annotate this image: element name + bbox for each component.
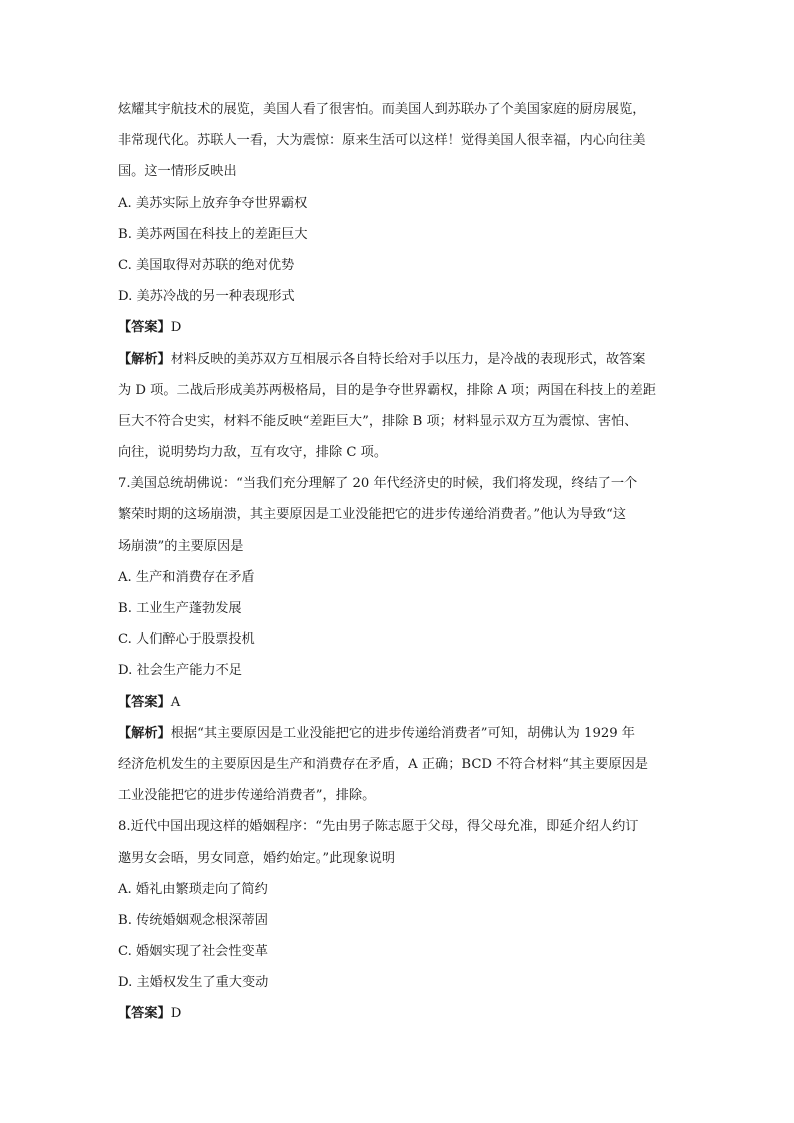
question-stem-line: 炫耀其宇航技术的展览，美国人看了很害怕。而美国人到苏联办了个美国家庭的厨房展览， <box>118 102 646 117</box>
question-stem-line: 7.美国总统胡佛说：“当我们充分理解了 20 年代经济史的时候，我们将发现，终结了一个 <box>118 476 638 492</box>
document-content <box>118 94 680 1030</box>
analysis-line: 经济危机发生的主要原因是生产和消费存在矛盾，A 正确；BCD 不符合材料“其主要原因是 <box>118 756 648 772</box>
analysis-line: 工业没能把它的进步传递给消费者”，排除。 <box>118 788 376 804</box>
question-8 <box>118 811 680 1029</box>
analysis-line: 向往，说明势均力敌，互有攻守，排除 C 项。 <box>118 445 388 461</box>
analysis-line <box>118 718 680 749</box>
option-a: A. 美苏实际上放弃争夺世界霸权 <box>118 195 308 211</box>
analysis-line: 巨大不符合史实，材料不能反映“差距巨大”，排除 B 项；材料显示双方互为震惊、害怕、 <box>118 413 638 429</box>
answer-line <box>118 312 680 343</box>
option-d: D. 美苏冷战的另一种表现形式 <box>118 289 295 305</box>
answer-line <box>118 687 680 718</box>
answer-label: 【答案】 <box>118 1006 171 1022</box>
option-c: C. 婚姻实现了社会性变革 <box>118 944 268 960</box>
question-stem-line: 非常现代化。苏联人一看，大为震惊：原来生活可以这样！觉得美国人很幸福，内心向往美 <box>118 133 646 149</box>
option-a: A. 生产和消费存在矛盾 <box>118 569 255 585</box>
analysis-label: 【解析】 <box>118 725 171 741</box>
answer-label: 【答案】 <box>118 694 171 710</box>
answer-value: A <box>170 694 181 710</box>
option-d: D. 社会生产能力不足 <box>118 663 242 679</box>
answer-line <box>118 998 680 1029</box>
question-stem-line: 邀男女会晤，男女同意，婚约始定。”此现象说明 <box>118 850 396 866</box>
answer-value: D <box>170 1006 182 1022</box>
question-stem-line: 8.近代中国出现这样的婚姻程序：“先由男子陈志愿于父母，得父母允准，即延介绍人约订 <box>118 819 639 835</box>
option-b: B. 工业生产蓬勃发展 <box>118 601 242 616</box>
analysis-text: 根据“其主要原因是工业没能把它的进步传递给消费者”可知，胡佛认为 1929 年 <box>170 725 635 741</box>
option-b: B. 传统婚姻观念根深蒂固 <box>118 912 268 928</box>
question-stem-line: 场崩溃”的主要原因是 <box>118 538 244 554</box>
option-d: D. 主婚权发生了重大变动 <box>118 975 269 991</box>
question-7 <box>118 468 680 811</box>
analysis-line: 为 D 项。二战后形成美苏两极格局，目的是争夺世界霸权，排除 A 项；两国在科技上的差距 <box>118 382 656 398</box>
option-c: C. 美国取得对苏联的绝对优势 <box>118 257 295 273</box>
analysis-line <box>118 344 680 375</box>
answer-label: 【答案】 <box>118 320 171 336</box>
option-c: C. 人们醉心于股票投机 <box>118 632 255 648</box>
question-6 <box>118 94 680 468</box>
question-stem-line: 繁荣时期的这场崩溃，其主要原因是工业没能把它的进步传递给消费者。”他认为导致“这 <box>118 507 627 523</box>
question-stem-line: 国。这一情形反映出 <box>118 164 237 180</box>
option-a: A. 婚礼由繁琐走向了简约 <box>118 881 268 897</box>
option-b: B. 美苏两国在科技上的差距巨大 <box>118 226 308 242</box>
analysis-text: 材料反映的美苏双方互相展示各自特长给对手以压力，是冷战的表现形式，故答案 <box>170 351 646 367</box>
answer-value: D <box>170 320 182 336</box>
analysis-label: 【解析】 <box>118 351 171 367</box>
